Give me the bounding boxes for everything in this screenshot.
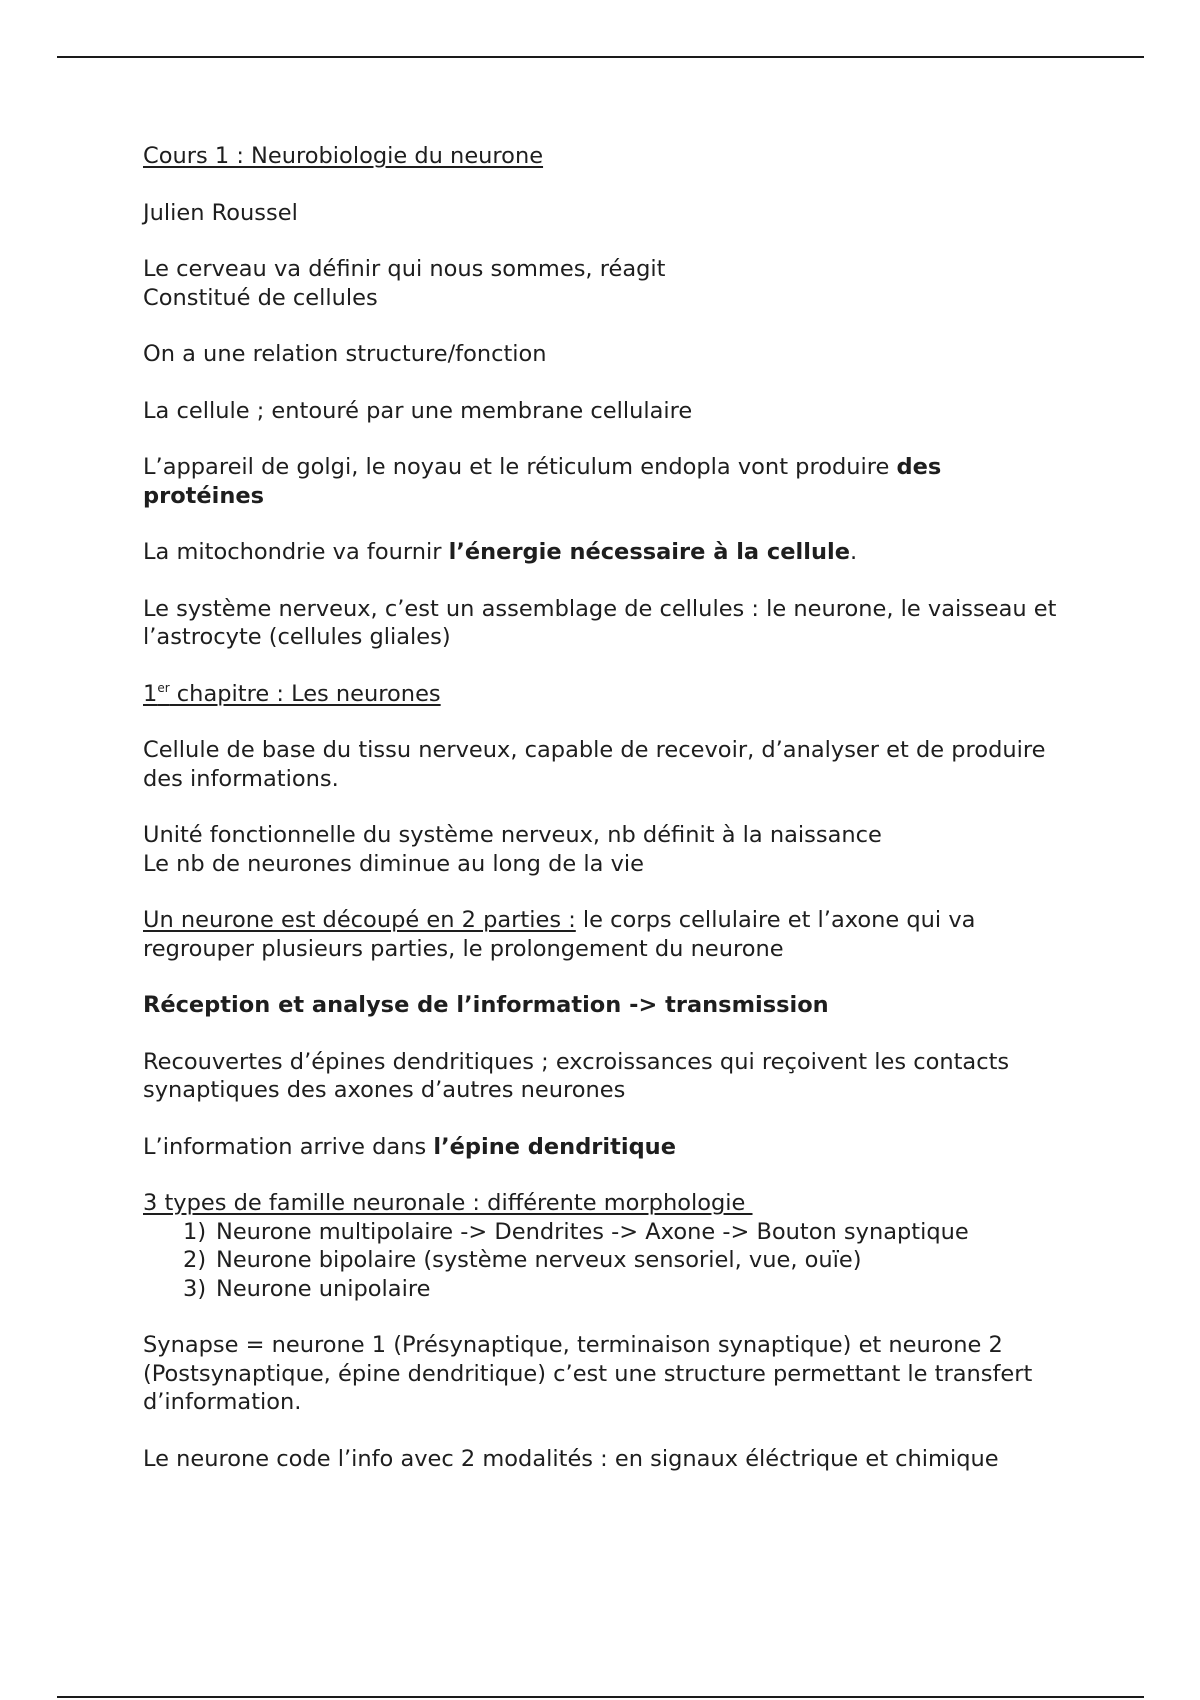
types-heading bbox=[143, 1189, 1063, 1218]
paragraph-cellule-base: Cellule de base du tissu nerveux, capable de recevoir, d’analyser et de produire des informations. bbox=[143, 737, 1046, 792]
golgi-text: L’appareil de golgi, le noyau et le réticulum endopla vont produire bbox=[143, 454, 897, 480]
decoupe-text: le corps cellulaire et l’axone qui va regrouper plusieurs parties, le prolongement du neurone bbox=[143, 907, 976, 962]
paragraph-synapse: Synapse = neurone 1 (Présynaptique, terminaison synaptique) et neurone 2 (Postsynaptique, épine dendritique) c’est une structure permettant le transfert d’information. bbox=[143, 1332, 1033, 1415]
document-body bbox=[143, 142, 1063, 1501]
footer-rule bbox=[57, 1696, 1144, 1698]
decoupe-underlined: Un neurone est découpé en 2 parties : bbox=[143, 907, 576, 933]
information-text: L’information arrive dans bbox=[143, 1133, 434, 1160]
list-item bbox=[183, 1275, 1063, 1304]
list-item-text: Neurone bipolaire (système nerveux sensoriel, vue, ouïe) bbox=[216, 1247, 862, 1273]
list-item-number: 1) bbox=[183, 1218, 207, 1245]
paragraph-information bbox=[143, 1133, 1063, 1162]
paragraph-cellule: La cellule ; entouré par une membrane cellulaire bbox=[143, 397, 693, 424]
list-item-number: 3) bbox=[183, 1275, 207, 1302]
chapter-heading bbox=[143, 680, 1063, 709]
list-item-number: 2) bbox=[183, 1247, 207, 1273]
document-title bbox=[143, 142, 1063, 171]
types-heading-text: 3 types de famille neuronale : différente morphologie bbox=[143, 1190, 753, 1216]
paragraph-cerveau bbox=[143, 255, 1063, 312]
paragraph-recouvertes: Recouvertes d’épines dendritiques ; excroissances qui reçoivent les contacts synaptiques des axones d’autres neurones bbox=[143, 1048, 1010, 1103]
paragraph-golgi bbox=[143, 453, 1063, 510]
paragraph-reception: Réception et analyse de l’information -> transmission bbox=[143, 992, 829, 1018]
chapter-heading-text bbox=[143, 681, 441, 707]
types-list bbox=[143, 1218, 1063, 1304]
paragraph-unite bbox=[143, 821, 1063, 878]
paragraph-code: Le neurone code l’info avec 2 modalités : en signaux éléctrique et chimique bbox=[143, 1445, 999, 1472]
chapter-title: chapitre : Les neurones bbox=[169, 680, 441, 707]
chapter-number: 1 bbox=[143, 680, 158, 707]
mito-text: La mitochondrie va fournir bbox=[143, 539, 449, 565]
list-item-text: Neurone multipolaire -> Dendrites -> Axone -> Bouton synaptique bbox=[216, 1218, 969, 1245]
title-text: Cours 1 : Neurobiologie du neurone bbox=[143, 143, 544, 169]
mito-bold: l’énergie nécessaire à la cellule bbox=[448, 539, 850, 565]
author-name: Julien Roussel bbox=[143, 199, 298, 226]
mito-end: . bbox=[849, 539, 858, 565]
information-bold: l’épine dendritique bbox=[433, 1133, 676, 1160]
paragraph-relation: On a une relation structure/fonction bbox=[143, 341, 547, 367]
unite-line-1: Unité fonctionnelle du système nerveux, nb définit à la naissance bbox=[143, 822, 882, 848]
cerveau-line-1: Le cerveau va définir qui nous sommes, réagit bbox=[143, 256, 666, 282]
unite-line-2: Le nb de neurones diminue au long de la vie bbox=[143, 850, 644, 877]
paragraph-decoupe bbox=[143, 906, 1063, 963]
list-item bbox=[183, 1218, 1063, 1247]
paragraph-systeme: Le système nerveux, c’est un assemblage de cellules : le neurone, le vaisseau et l’astrocyte (cellules gliales) bbox=[143, 595, 1057, 650]
paragraph-mitochondrie bbox=[143, 538, 1063, 567]
golgi-bold: des protéines bbox=[143, 454, 942, 509]
chapter-superscript: er bbox=[157, 680, 170, 695]
header-rule bbox=[57, 56, 1144, 58]
types-section bbox=[143, 1189, 1063, 1303]
list-item-text: Neurone unipolaire bbox=[216, 1275, 431, 1302]
list-item bbox=[183, 1246, 1063, 1275]
cerveau-line-2: Constitué de cellules bbox=[143, 284, 378, 311]
